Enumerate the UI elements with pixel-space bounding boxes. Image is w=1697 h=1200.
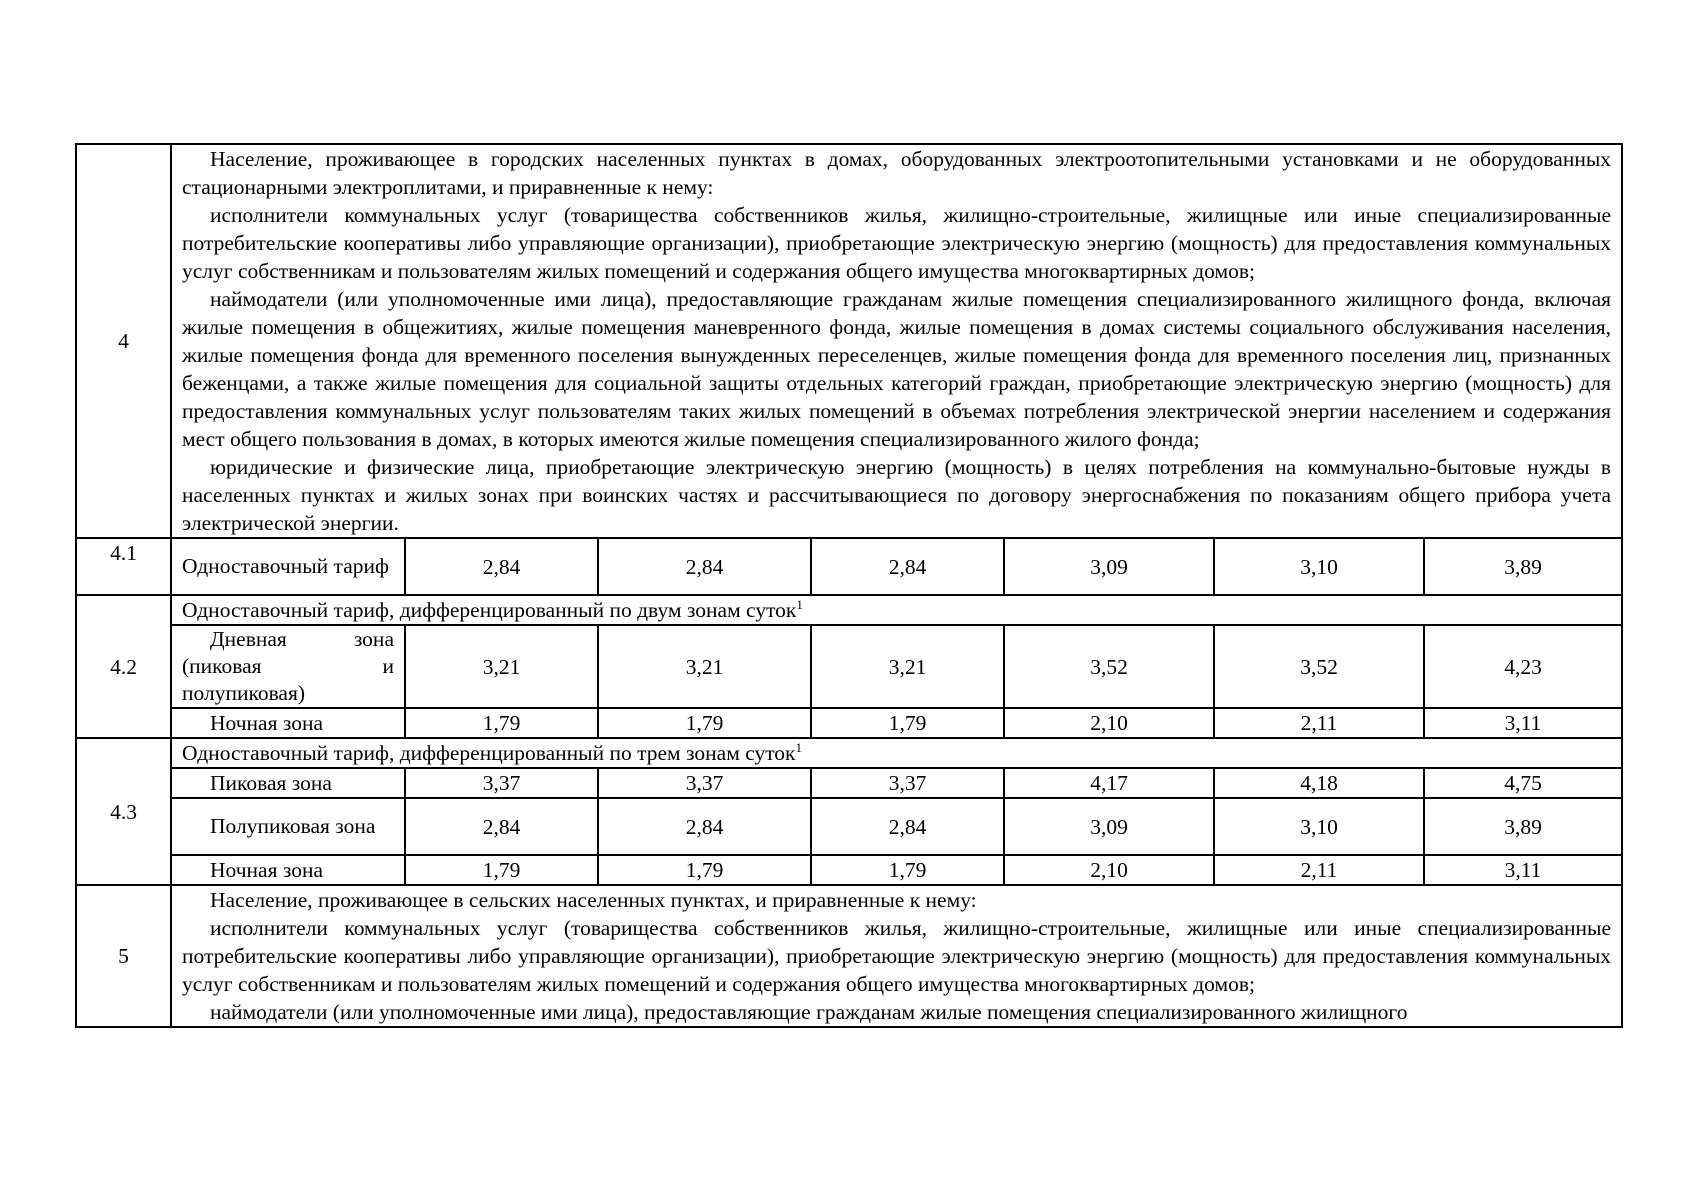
row-4-2 (76, 595, 1622, 625)
row-4-3 (76, 738, 1622, 768)
footnote-mark: 1 (796, 596, 803, 612)
row-description (171, 885, 1622, 1027)
paragraph: наймодатели (или уполномоченные ими лица), предоставляющие гражданам жилые помещения специализированного жилищного фонда, включая жилые помещения в общежитиях, жилые помещения маневренного фонда, жилые помещения в домах системы социального обслуживания населения, жилые помещения фонда для временного поселения вынужденных переселенцев, жилые помещения фонда для временного поселения лиц, признанных беженцами, а также жилые помещения для социальной защиты отдельных категорий граждан, приобретающие электрическую энергию (мощность) для предоставления коммунальных услуг пользователям таких жилых помещений в объемах потребления электрической энергии населением и содержания мест общего пользования в домах, в которых имеются жилые помещения специализированного жилого фонда; (182, 287, 1612, 451)
row-4-3-night (76, 855, 1622, 885)
tariff-value: 1,79 (598, 855, 811, 885)
row-number: 4.3 (76, 738, 171, 885)
tariff-value: 1,79 (811, 855, 1004, 885)
row-number: 4.2 (76, 595, 171, 738)
tariff-value: 3,09 (1004, 798, 1214, 855)
tariff-value: 3,37 (811, 768, 1004, 798)
tariff-label: Ночная зона (171, 855, 405, 885)
row-4-1 (76, 538, 1622, 595)
tariff-value: 3,10 (1214, 538, 1424, 595)
tariff-value: 3,21 (405, 625, 598, 708)
tariff-value: 4,17 (1004, 768, 1214, 798)
zone-group-title (171, 738, 1622, 768)
paragraph: Население, проживающее в городских населенных пунктах в домах, оборудованных электроотопительными установками и не оборудованных стационарными электроплитами, и приравненные к нему: (182, 147, 1612, 199)
row-4-2-night (76, 708, 1622, 738)
tariff-value: 2,84 (811, 798, 1004, 855)
row-4-3-semipeak (76, 798, 1622, 855)
tariff-label (171, 625, 405, 708)
tariff-value: 2,84 (598, 798, 811, 855)
row-5 (76, 885, 1622, 1027)
tariff-value: 4,75 (1424, 768, 1622, 798)
tariff-value: 2,84 (405, 538, 598, 595)
tariff-value: 2,10 (1004, 708, 1214, 738)
row-4 (76, 144, 1622, 538)
tariff-value: 4,23 (1424, 625, 1622, 708)
tariff-value: 3,89 (1424, 538, 1622, 595)
paragraph: исполнители коммунальных услуг (товарищества собственников жилья, жилищно-строительные, жилищные или иные специализированные потребительские кооперативы либо управляющие организации), приобретающие электрическую энергию (мощность) для предоставления коммунальных услуг собственникам и пользователям жилых помещений и содержания общего имущества многоквартирных домов; (182, 203, 1612, 283)
tariff-value: 3,11 (1424, 708, 1622, 738)
row-number: 4 (76, 144, 171, 538)
tariff-value: 2,11 (1214, 708, 1424, 738)
tariff-value: 1,79 (405, 855, 598, 885)
tariff-value: 3,52 (1004, 625, 1214, 708)
tariff-label-text: Дневная зона (пиковая и полупиковая) (182, 627, 394, 705)
tariff-value: 3,21 (811, 625, 1004, 708)
tariff-value: 1,79 (598, 708, 811, 738)
paragraph: Население, проживающее в сельских населенных пунктах, и приравненные к нему: (210, 888, 977, 912)
tariff-value: 3,52 (1214, 625, 1424, 708)
zone-group-title-text: Одноставочный тариф, дифференцированный по двум зонам суток (182, 598, 797, 622)
tariff-value: 2,84 (811, 538, 1004, 595)
tariff-label: Ночная зона (171, 708, 405, 738)
tariff-label: Пиковая зона (171, 768, 405, 798)
tariff-value: 3,11 (1424, 855, 1622, 885)
footnote-mark: 1 (795, 739, 803, 755)
tariff-table (75, 143, 1623, 1028)
row-number: 4.1 (76, 538, 171, 595)
tariff-value: 2,84 (405, 798, 598, 855)
tariff-value: 3,21 (598, 625, 811, 708)
tariff-value: 4,18 (1214, 768, 1424, 798)
paragraph: юридические и физические лица, приобретающие электрическую энергию (мощность) в целях потребления на коммунально-бытовые нужды в населенных пунктах и жилых зонах при воинских частях и рассчитывающиеся по договору энергоснабжения по показаниям общего прибора учета электрической энергии. (182, 455, 1612, 535)
tariff-label: Одноставочный тариф (171, 538, 405, 595)
tariff-value: 2,11 (1214, 855, 1424, 885)
tariff-value: 1,79 (811, 708, 1004, 738)
tariff-value: 3,37 (405, 768, 598, 798)
zone-group-title-text: Одноставочный тариф, дифференцированный по трем зонам суток (182, 741, 796, 765)
tariff-value: 2,84 (598, 538, 811, 595)
tariff-value: 2,10 (1004, 855, 1214, 885)
tariff-value: 3,37 (598, 768, 811, 798)
row-4-2-day (76, 625, 1622, 708)
paragraph: наймодатели (или уполномоченные ими лица), предоставляющие гражданам жилые помещения специализированного жилищного (210, 1000, 1408, 1024)
row-4-3-peak (76, 768, 1622, 798)
zone-group-title (171, 595, 1622, 625)
tariff-value: 3,09 (1004, 538, 1214, 595)
tariff-label: Полупиковая зона (171, 798, 405, 855)
tariff-value: 3,10 (1214, 798, 1424, 855)
row-number: 5 (76, 885, 171, 1027)
row-description (171, 144, 1622, 538)
tariff-value: 1,79 (405, 708, 598, 738)
paragraph: исполнители коммунальных услуг (товарищества собственников жилья, жилищно-строительные, жилищные или иные специализированные потребительские кооперативы либо управляющие организации), приобретающие электрическую энергию (мощность) для предоставления коммунальных услуг собственникам и пользователям жилых помещений и содержания общего имущества многоквартирных домов; (182, 916, 1612, 996)
tariff-value: 3,89 (1424, 798, 1622, 855)
